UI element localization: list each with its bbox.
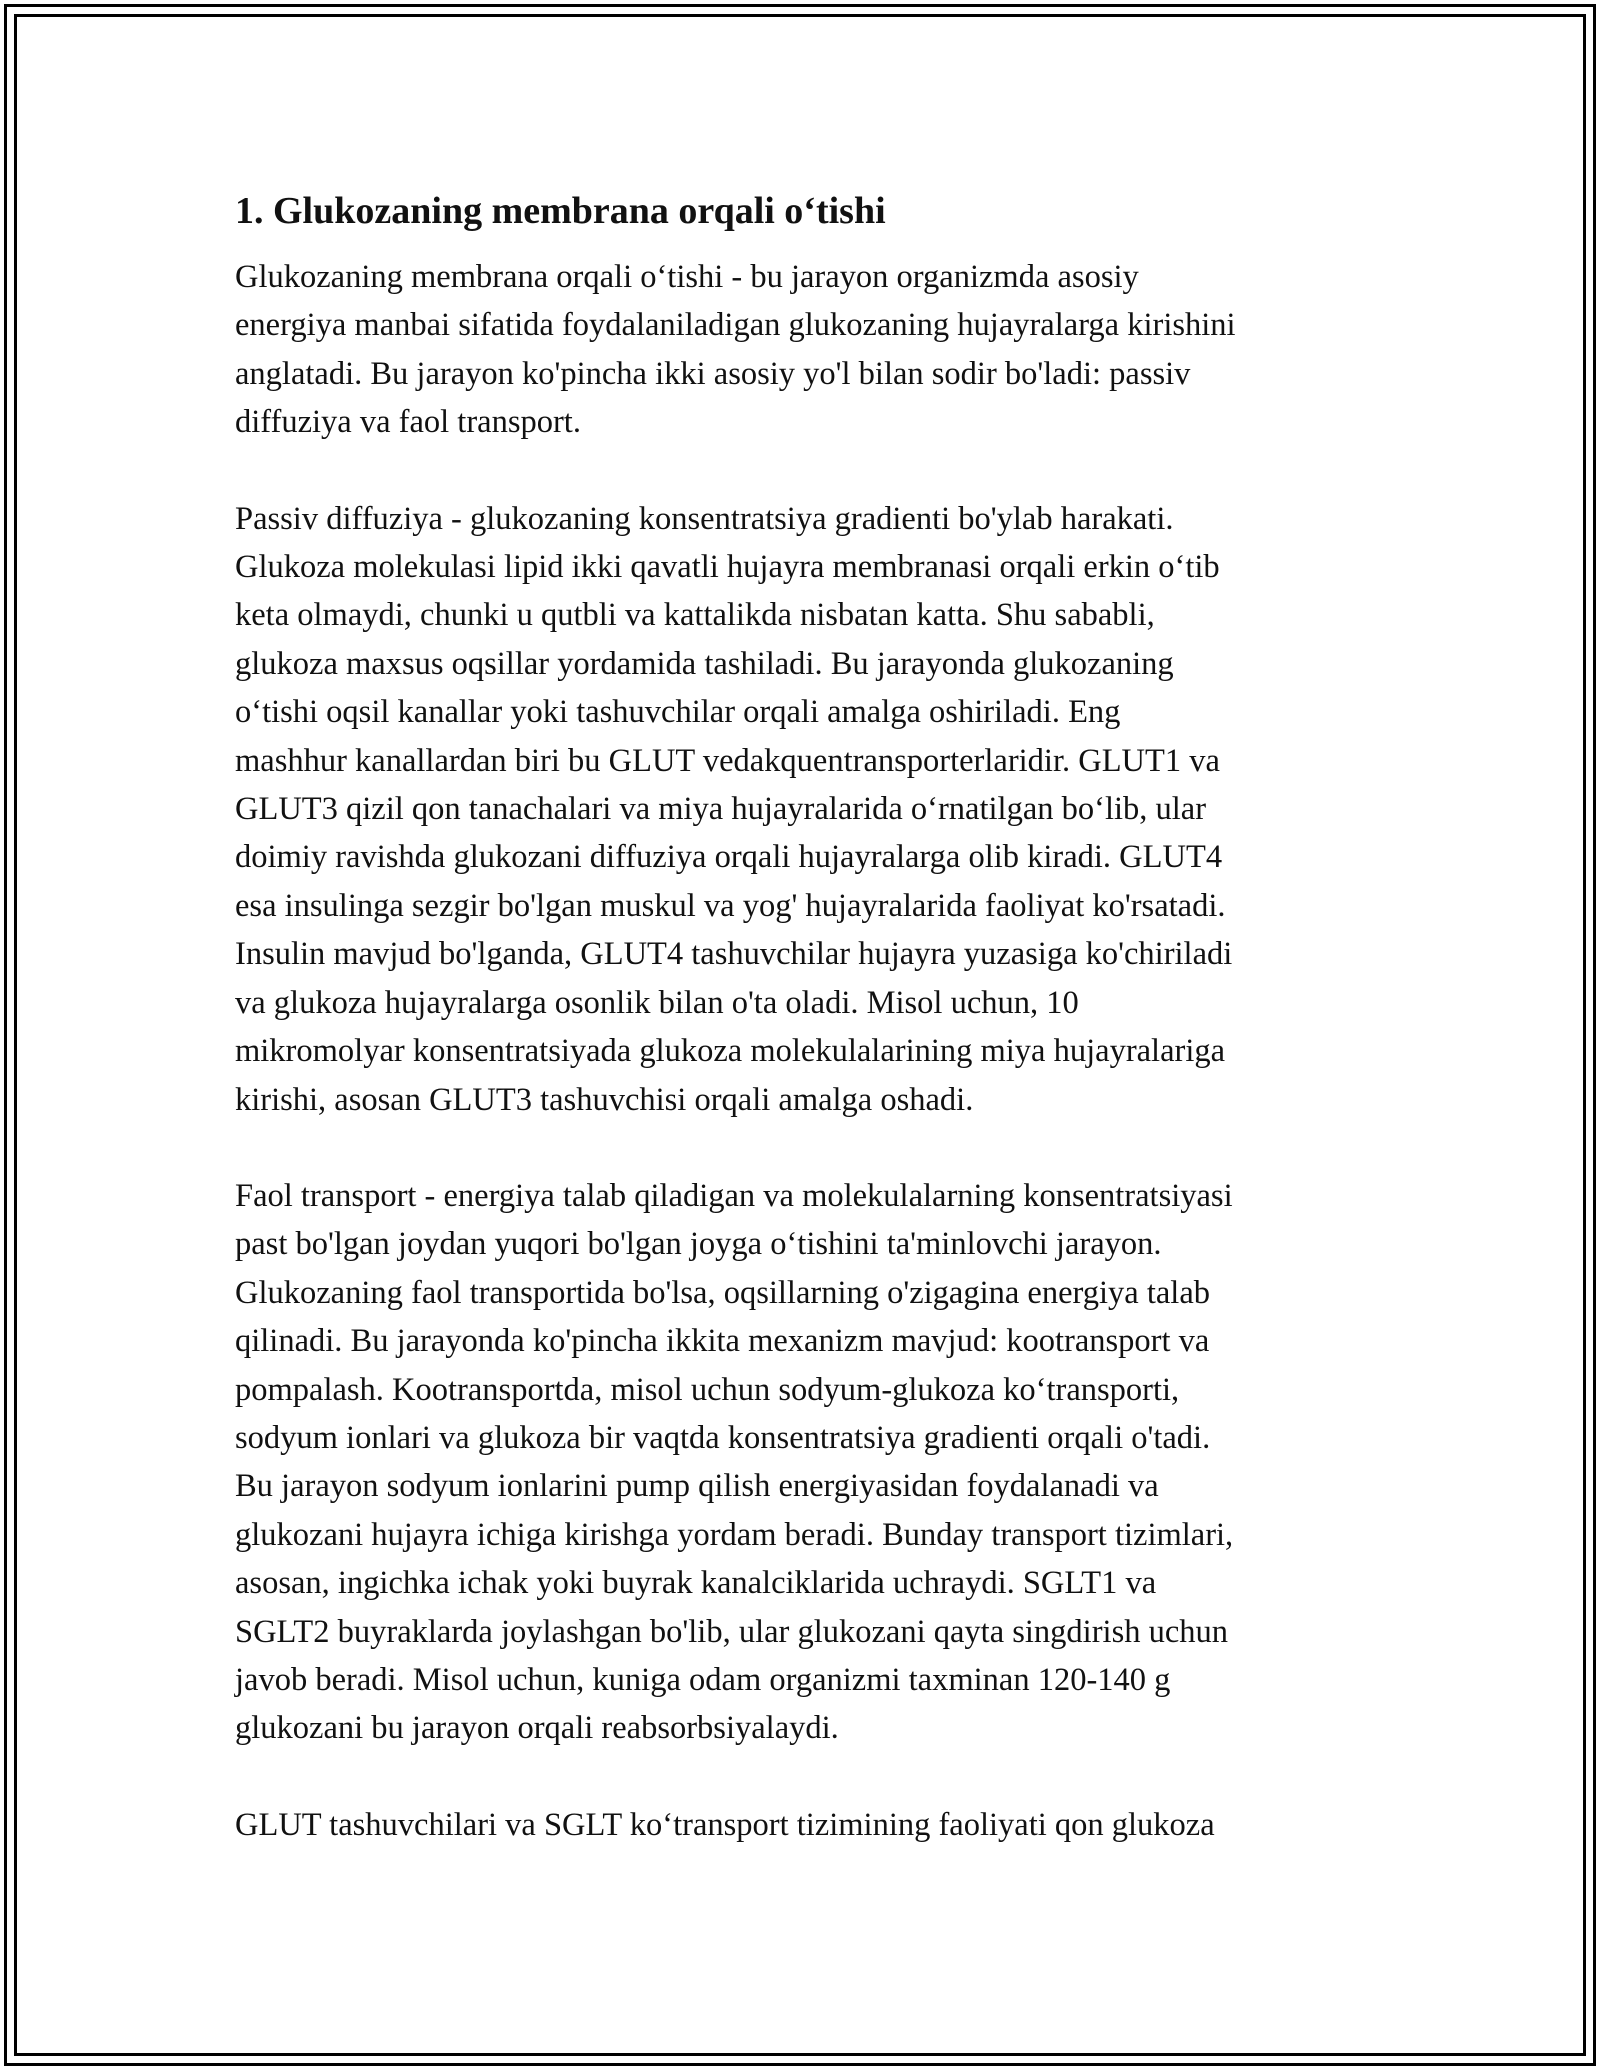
paragraph-line: Glukoza molekulasi lipid ikki qavatli hujayra membranasi orqali erkin o‘tib bbox=[235, 549, 1220, 586]
paragraph-line: GLUT3 qizil qon tanachalari va miya hujayralarida o‘rnatilgan bo‘lib, ular bbox=[235, 791, 1207, 828]
paragraph-line: Passiv diffuziya - glukozaning konsentratsiya gradienti bo'ylab harakati. bbox=[235, 500, 1174, 537]
paragraph-line: anglatadi. Bu jarayon ko'pincha ikki asosiy yo'l bilan sodir bo'ladi: passiv bbox=[235, 355, 1191, 392]
paragraph-line: qilinadi. Bu jarayonda ko'pincha ikkita mexanizm mavjud: kootransport va bbox=[235, 1323, 1210, 1360]
paragraph-line: glukoza maxsus oqsillar yordamida tashiladi. Bu jarayonda glukozaning bbox=[235, 645, 1174, 682]
paragraph-line: glukozani hujayra ichiga kirishga yordam beradi. Bunday transport tizimlari, bbox=[235, 1516, 1234, 1553]
paragraph-line: glukozani bu jarayon orqali reabsorbsiyalaydi. bbox=[235, 1710, 839, 1747]
paragraph-line: sodyum ionlari va glukoza bir vaqtda konsentratsiya gradienti orqali o'tadi. bbox=[235, 1419, 1211, 1456]
paragraph-line: Glukozaning faol transportida bo'lsa, oqsillarning o'zigagina energiya talab bbox=[235, 1274, 1210, 1311]
paragraph-line: keta olmaydi, chunki u qutbli va kattalikda nisbatan katta. Shu sababli, bbox=[235, 597, 1155, 634]
paragraph-line: mikromolyar konsentratsiyada glukoza molekulalarining miya hujayralariga bbox=[235, 1033, 1226, 1070]
paragraph-line: javob beradi. Misol uchun, kuniga odam organizmi taxminan 120-140 g bbox=[235, 1661, 1171, 1698]
paragraph-line: SGLT2 buyraklarda joylashgan bo'lib, ular glukozani qayta singdirish uchun bbox=[235, 1613, 1229, 1650]
paragraph-line: diffuziya va faol transport. bbox=[235, 404, 581, 441]
paragraph-line: Glukozaning membrana orqali o‘tishi - bu jarayon organizmda asosiy bbox=[235, 259, 1139, 295]
paragraph-passive-diffusion bbox=[235, 495, 1370, 1124]
paragraph-line: pompalash. Kootransportda, misol uchun sodyum-glukoza ko‘transporti, bbox=[235, 1371, 1180, 1408]
paragraph-line: asosan, ingichka ichak yoki buyrak kanalciklarida uchraydi. SGLT1 va bbox=[235, 1565, 1157, 1602]
section-heading: 1. Glukozaning membrana orqali o‘tishi bbox=[235, 190, 886, 232]
paragraph-glut-sglt bbox=[235, 1801, 1370, 1849]
paragraph-line: Faol transport - energiya talab qiladigan va molekulalarning konsentratsiyasi bbox=[235, 1177, 1233, 1214]
paragraph-line: Insulin mavjud bo'lganda, GLUT4 tashuvchilar hujayra yuzasiga ko'chiriladi bbox=[235, 936, 1233, 973]
paragraph-line: GLUT tashuvchilari va SGLT ko‘transport tizimining faoliyati qon glukoza bbox=[235, 1806, 1215, 1843]
paragraph-active-transport bbox=[235, 1172, 1370, 1753]
paragraph-line: Bu jarayon sodyum ionlarini pump qilish energiyasidan foydalanadi va bbox=[235, 1468, 1159, 1505]
paragraph-line: o‘tishi oqsil kanallar yoki tashuvchilar orqali amalga oshiriladi. Eng bbox=[235, 694, 1121, 731]
paragraph-intro bbox=[235, 253, 1370, 447]
paragraph-line: kirishi, asosan GLUT3 tashuvchisi orqali amalga oshadi. bbox=[235, 1081, 974, 1118]
document-body bbox=[235, 185, 1370, 1897]
paragraph-line: energiya manbai sifatida foydalaniladigan glukozaning hujayralarga kirishini bbox=[235, 307, 1236, 344]
paragraph-line: va glukoza hujayralarga osonlik bilan o'ta oladi. Misol uchun, 10 bbox=[235, 984, 1079, 1021]
paragraph-line: past bo'lgan joydan yuqori bo'lgan joyga o‘tishini ta'minlovchi jarayon. bbox=[235, 1226, 1162, 1263]
paragraph-line: mashhur kanallardan biri bu GLUT vedakquentransporterlaridir. GLUT1 va bbox=[235, 742, 1220, 779]
paragraph-line: esa insulinga sezgir bo'lgan muskul va yog' hujayralarida faoliyat ko'rsatadi. bbox=[235, 887, 1226, 924]
paragraph-line: doimiy ravishda glukozani diffuziya orqali hujayralarga olib kiradi. GLUT4 bbox=[235, 839, 1223, 876]
